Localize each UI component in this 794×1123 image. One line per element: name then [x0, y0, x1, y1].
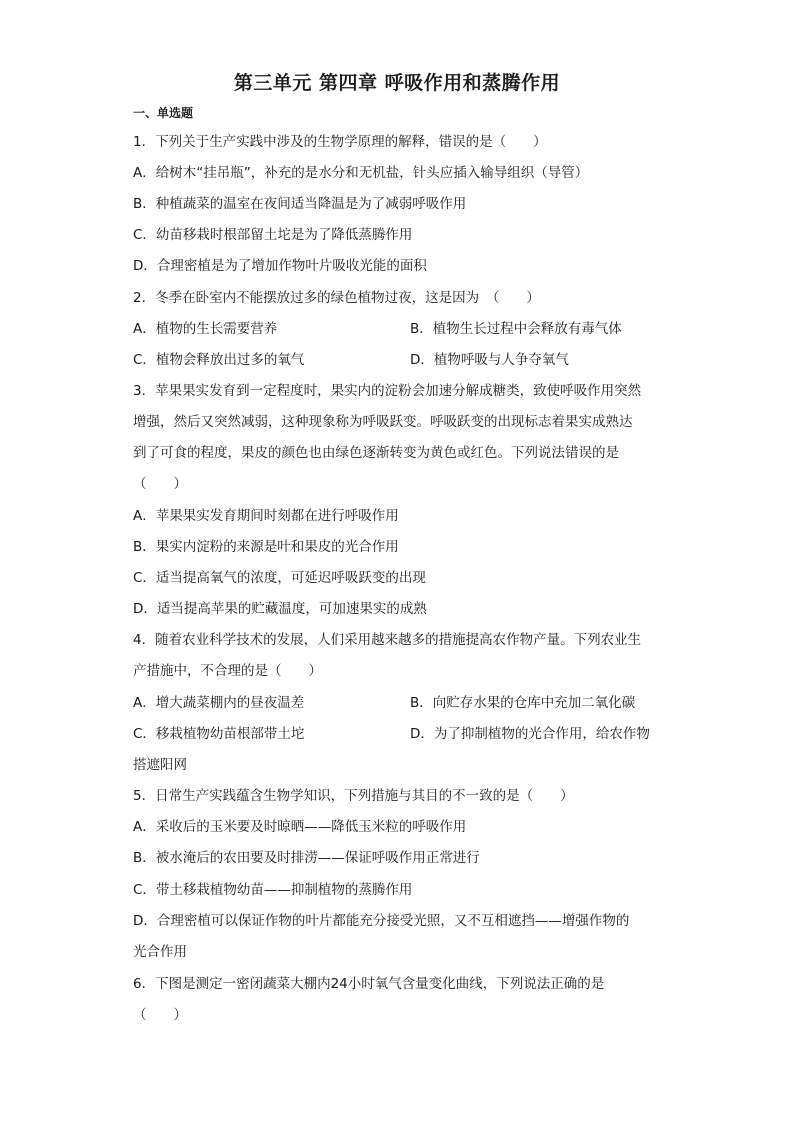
question-2-stem: 2．冬季在卧室内不能摆放过多的绿色植物过夜，这是因为 （ ） — [133, 290, 540, 306]
question-1-stem: 1．下列关于生产实践中涉及的生物学原理的解释，错误的是（ ） — [133, 134, 547, 150]
question-2-option-c: C．植物会释放出过多的氧气 — [133, 352, 305, 368]
question-3-option-d: D．适当提高苹果的贮藏温度，可加速果实的成熟 — [133, 601, 427, 617]
question-5-option-c: C．带土移栽植物幼苗——抑制植物的蒸腾作用 — [133, 882, 413, 898]
question-5-option-d: D．合理密植可以保证作物的叶片都能充分接受光照，又不互相遮挡——增强作物的 — [133, 913, 630, 929]
question-3-option-b: B．果实内淀粉的来源是叶和果皮的光合作用 — [133, 539, 399, 555]
question-6-stem: 6．下图是测定一密闭蔬菜大棚内24小时氧气含量变化曲线，下列说法正确的是 — [133, 976, 605, 992]
question-5-stem: 5．日常生产实践蕴含生物学知识，下列措施与其目的不一致的是（ ） — [133, 788, 574, 804]
question-1-option-b: B．种植蔬菜的温室在夜间适当降温是为了减弱呼吸作用 — [133, 196, 467, 212]
question-4-option-d-continued: 搭遮阳网 — [133, 757, 187, 773]
question-5-option-d-continued: 光合作用 — [133, 944, 187, 960]
section-heading: 一、单选题 — [133, 106, 194, 120]
page-title: 第三单元 第四章 呼吸作用和蒸腾作用 — [233, 72, 561, 94]
question-4-stem-line-2: 产措施中，不合理的是（ ） — [133, 663, 322, 679]
question-1-option-c: C．幼苗移栽时根部留土坨是为了降低蒸腾作用 — [133, 227, 413, 243]
question-3-stem-line-3: 到了可食的程度，果皮的颜色也由绿色逐渐转变为黄色或红色。下列说法错误的是 — [133, 445, 619, 461]
question-6-answer-blank: （ ） — [133, 1007, 187, 1023]
question-3-stem-line-2: 增强，然后又突然减弱，这种现象称为呼吸跃变。呼吸跃变的出现标志着果实成熟达 — [133, 414, 633, 430]
question-1-option-d: D．合理密植是为了增加作物叶片吸收光能的面积 — [133, 258, 427, 274]
question-4-option-d: D．为了抑制植物的光合作用，给农作物 — [410, 726, 650, 742]
question-2-option-a: A．植物的生长需要营养 — [133, 321, 278, 337]
question-3-answer-blank: （ ） — [133, 476, 187, 492]
question-4-stem-line-1: 4．随着农业科学技术的发展，人们采用越来越多的措施提高农作物产量。下列农业生 — [133, 632, 642, 648]
question-2-option-d: D．植物呼吸与人争夺氧气 — [410, 352, 569, 368]
question-3-option-c: C．适当提高氧气的浓度，可延迟呼吸跃变的出现 — [133, 570, 426, 586]
question-2-option-b: B．植物生长过程中会释放有毒气体 — [410, 321, 622, 337]
question-3-stem-line-1: 3．苹果果实发育到一定程度时，果实内的淀粉会加速分解成糖类，致使呼吸作用突然 — [133, 383, 642, 399]
question-4-option-b: B．向贮存水果的仓库中充加二氧化碳 — [410, 695, 636, 711]
question-5-option-b: B．被水淹后的农田要及时排涝——保证呼吸作用正常进行 — [133, 850, 480, 866]
question-5-option-a: A．采收后的玉米要及时晾晒——降低玉米粒的呼吸作用 — [133, 819, 467, 835]
question-4-option-a: A．增大蔬菜棚内的昼夜温差 — [133, 695, 305, 711]
question-1-option-a: A．给树木“挂吊瓶”，补充的是水分和无机盐，针头应插入输导组织（导管） — [133, 165, 589, 181]
question-3-option-a: A．苹果果实发育期间时刻都在进行呼吸作用 — [133, 508, 399, 524]
question-4-option-c: C．移栽植物幼苗根部带土坨 — [133, 726, 305, 742]
